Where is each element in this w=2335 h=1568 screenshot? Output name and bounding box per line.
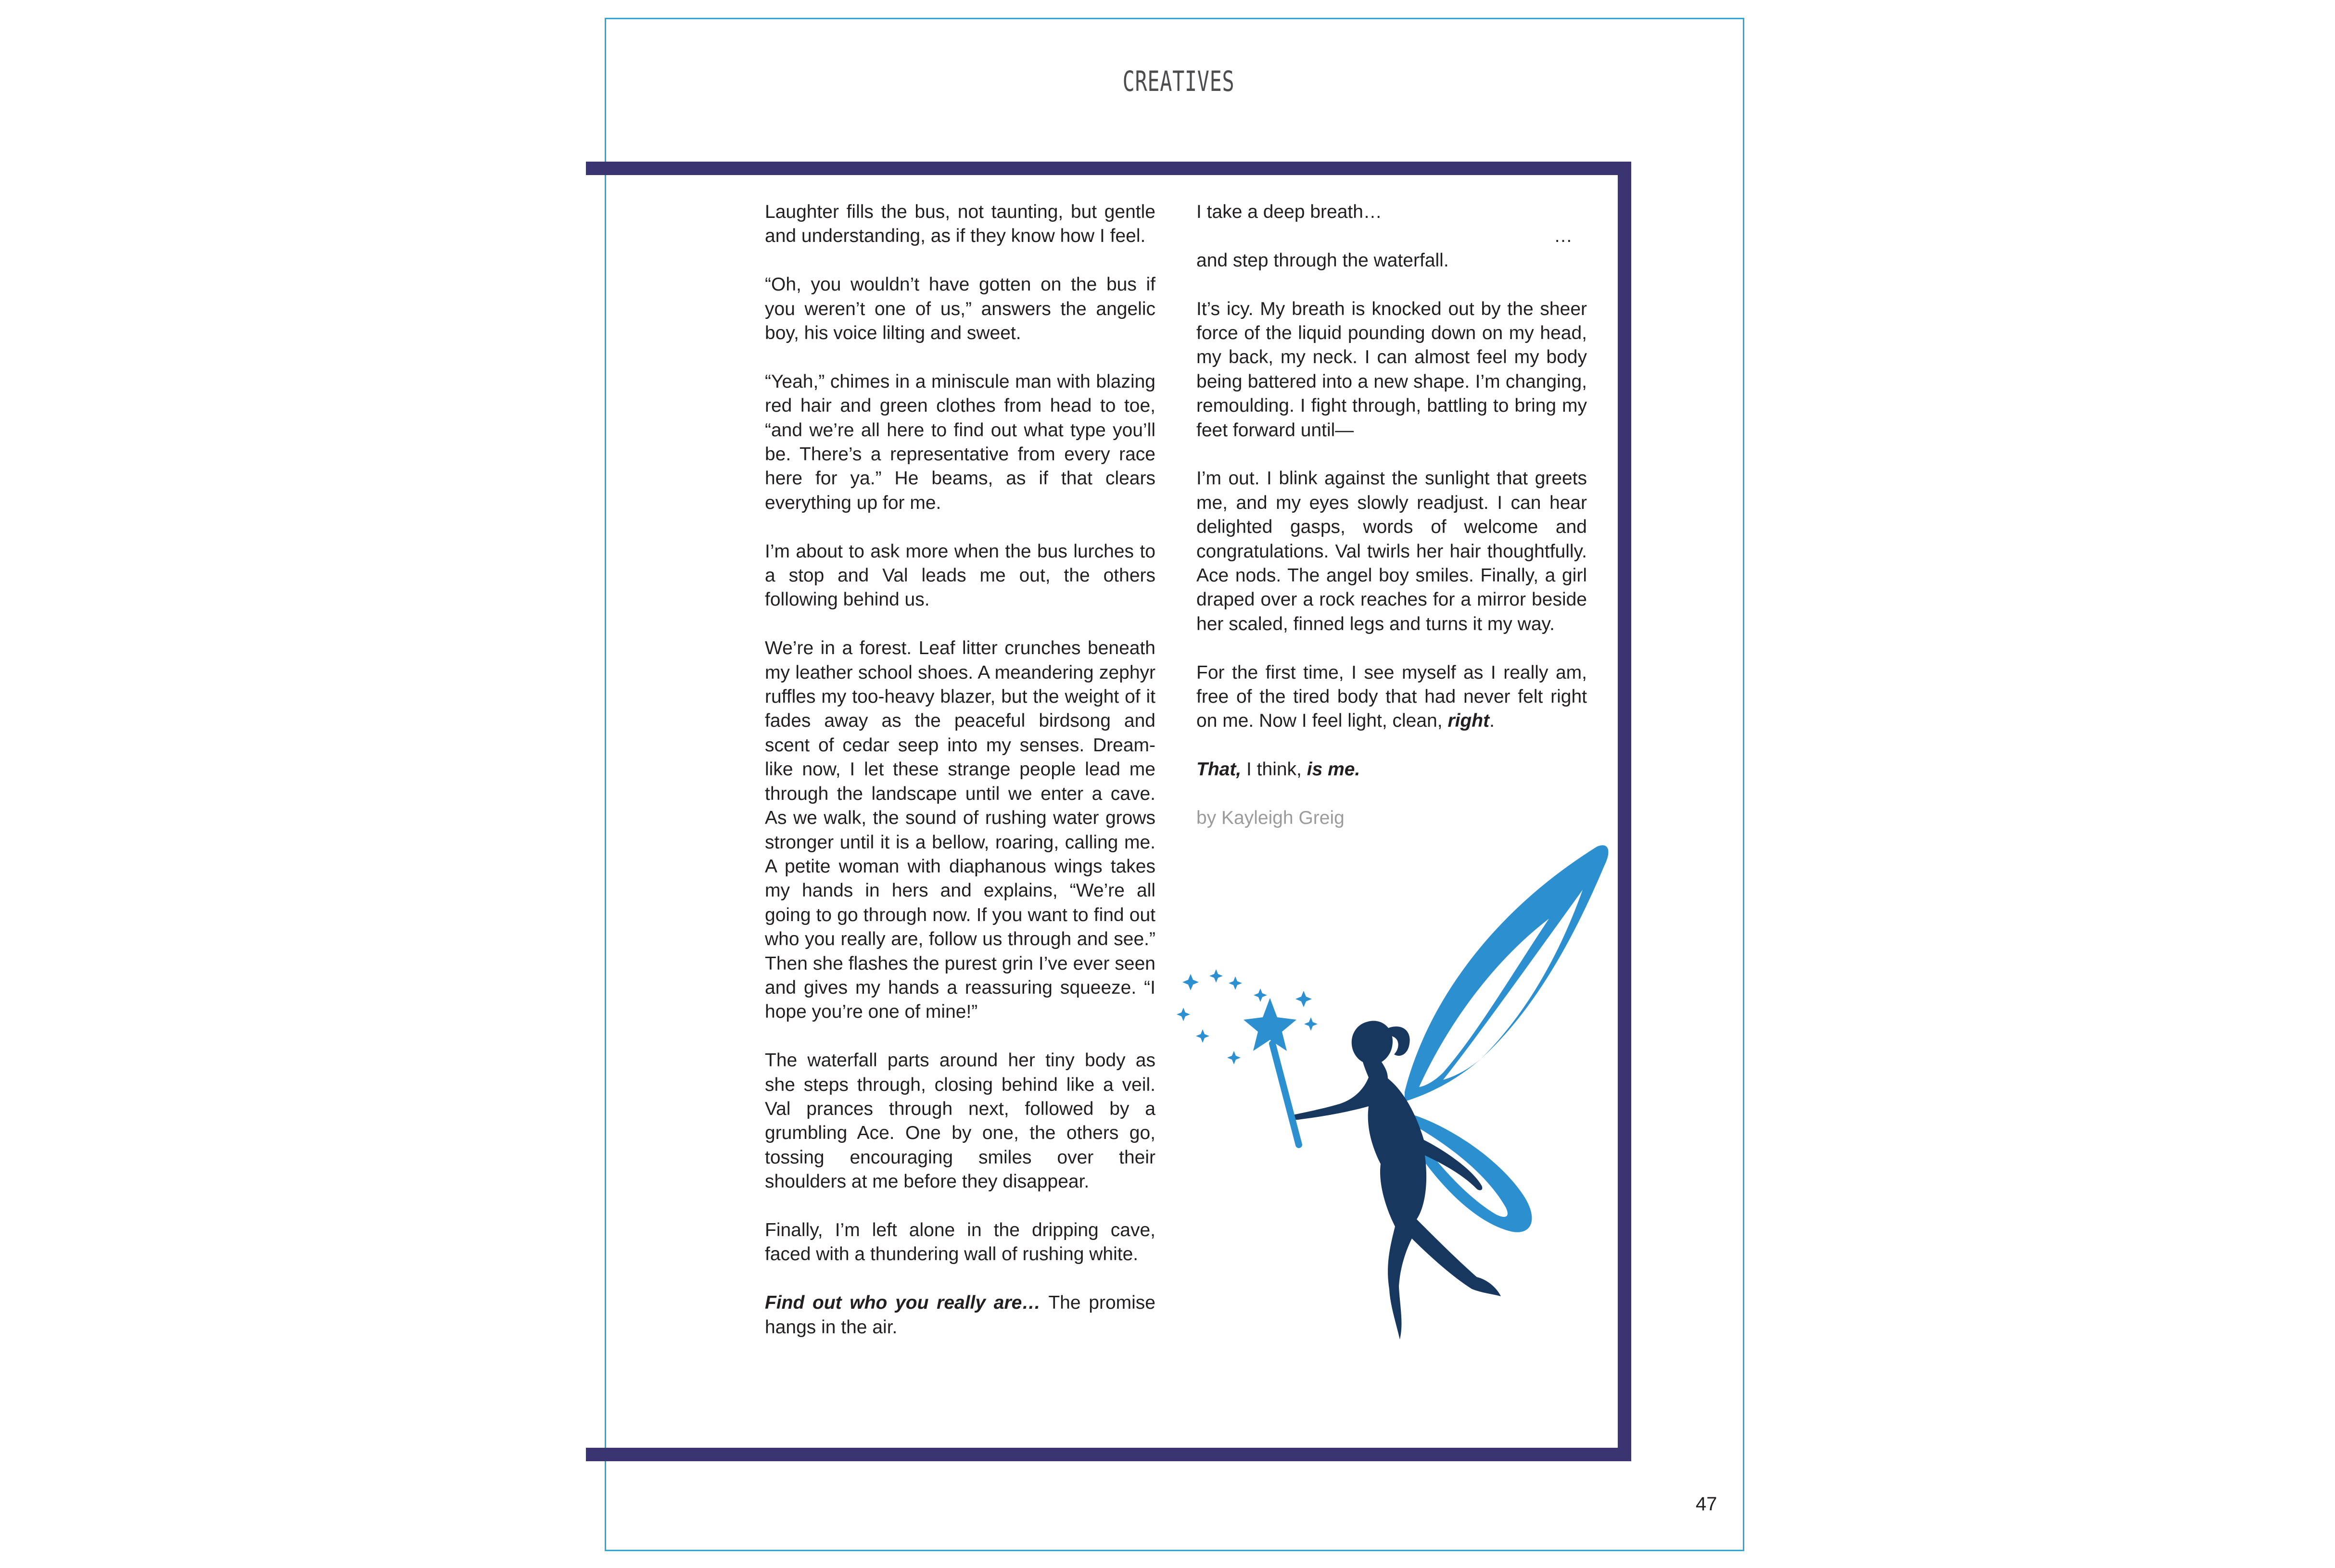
emphasis-text: That, bbox=[1196, 759, 1242, 780]
paragraph: The waterfall parts around her tiny body as she steps through, closing behind like a veil. Val prances through next, followed by a grumbling Ace. One by one, the others go, tossing encouraging smiles over their shoulders at me before they disappear. bbox=[765, 1050, 1155, 1192]
paragraph: Laughter fills the bus, not taunting, but gentle and understanding, as if they know how I feel. bbox=[765, 202, 1155, 247]
sparkle-icon bbox=[1254, 988, 1267, 1002]
paragraph: Finally, I’m left alone in the dripping cave, faced with a thundering wall of rushing white. bbox=[765, 1219, 1155, 1265]
sparkle-icon bbox=[1295, 991, 1312, 1007]
wand-stick bbox=[1272, 1044, 1299, 1145]
sparkle-icon bbox=[1229, 976, 1242, 990]
fairy-body bbox=[1288, 1021, 1501, 1340]
paragraph-text: I think, bbox=[1241, 759, 1307, 780]
emphasis-text: right bbox=[1447, 710, 1490, 732]
sparkle-icon bbox=[1182, 974, 1199, 990]
sparkle-icon bbox=[1196, 1029, 1209, 1043]
sparkle-icon bbox=[1209, 969, 1223, 983]
page-number: 47 bbox=[1696, 1493, 1717, 1515]
sparkle-icon bbox=[1177, 1008, 1190, 1021]
paragraph: I take a deep breath… bbox=[1196, 202, 1382, 222]
bracket-right-bar bbox=[1618, 162, 1631, 1461]
paragraph: I’m about to ask more when the bus lurches to a stop and Val leads me out, the others following behind us. bbox=[765, 541, 1155, 610]
paragraph-text: For the first time, I see myself as I really am, free of the tired body that had never felt right on me. Now I feel light, clean, bbox=[1196, 662, 1587, 732]
paragraph: It’s icy. My breath is knocked out by the sheer force of the liquid pounding down on my head, my back, my neck. I can almost feel my body being battered into a new shape. I’m changing, remoulding. I fight through, battling to bring my feet forward until— bbox=[1196, 298, 1587, 441]
paragraph: I’m out. I blink against the sunlight that greets me, and my eyes slowly readjust. I can hear delighted gasps, words of welcome and congratulations. Val twirls her hair thoughtfully. Ace nods. The angel boy smiles. Finally, a girl draped over a rock reaches for a mirror beside her scaled, finned legs and turns it my way. bbox=[1196, 468, 1587, 634]
fairy-upper-wing bbox=[1405, 845, 1608, 1101]
paragraph: We’re in a forest. Leaf litter crunches beneath my leather school shoes. A meandering zephyr ruffles my too-heavy blazer, but the weight of it fades away as the peaceful birdsong and scent of cedar seep into my senses. Dream-like now, I let these strange people lead me through the landscape until we enter a cave. As we walk, the sound of rushing water grows stronger until it is a bellow, roaring, calling me. A petite woman with diaphanous wings takes my hands in hers and explains, “We’re all going to go through now. If you want to find out who you really are, follow us through and see.” Then she flashes the purest grin I’ve ever seen and gives my hands a reassuring squeeze. “I hope you’re one of mine!” bbox=[765, 638, 1155, 1023]
paragraph bbox=[1196, 758, 1587, 782]
sparkle-icon bbox=[1304, 1017, 1318, 1031]
paragraph: and step through the waterfall. bbox=[1196, 250, 1449, 271]
ellipsis-line: … bbox=[1554, 226, 1573, 247]
sparkle-icons bbox=[1177, 969, 1318, 1064]
paragraph: “Oh, you wouldn’t have gotten on the bus if you weren’t one of us,” answers the angelic boy, his voice lilting and sweet. bbox=[765, 274, 1155, 344]
story-column-left bbox=[765, 200, 1155, 1364]
emphasis-text: is me. bbox=[1307, 759, 1360, 780]
bracket-top-bar bbox=[586, 162, 1631, 175]
section-header: CREATIVES bbox=[1122, 65, 1235, 98]
bracket-bottom-bar bbox=[586, 1448, 1631, 1461]
story-column-right bbox=[1196, 200, 1587, 830]
sparkle-icon bbox=[1227, 1051, 1241, 1064]
fairy-with-wand-icon bbox=[1174, 832, 1616, 1371]
byline: by Kayleigh Greig bbox=[1196, 808, 1345, 829]
paragraph bbox=[765, 1291, 1155, 1340]
emphasis-text: Find out who you really are… bbox=[765, 1292, 1041, 1314]
paragraph: “Yeah,” chimes in a miniscule man with blazing red hair and green clothes from head to toe, “and we’re all here to find out what type you’ll be. There’s a representative from every race here for ya.” He beams, as if that clears everything up for me. bbox=[765, 371, 1155, 513]
paragraph bbox=[1196, 661, 1587, 733]
paragraph-text: The promise hangs in the air. bbox=[765, 1292, 1155, 1338]
paragraph-text: . bbox=[1489, 710, 1495, 732]
